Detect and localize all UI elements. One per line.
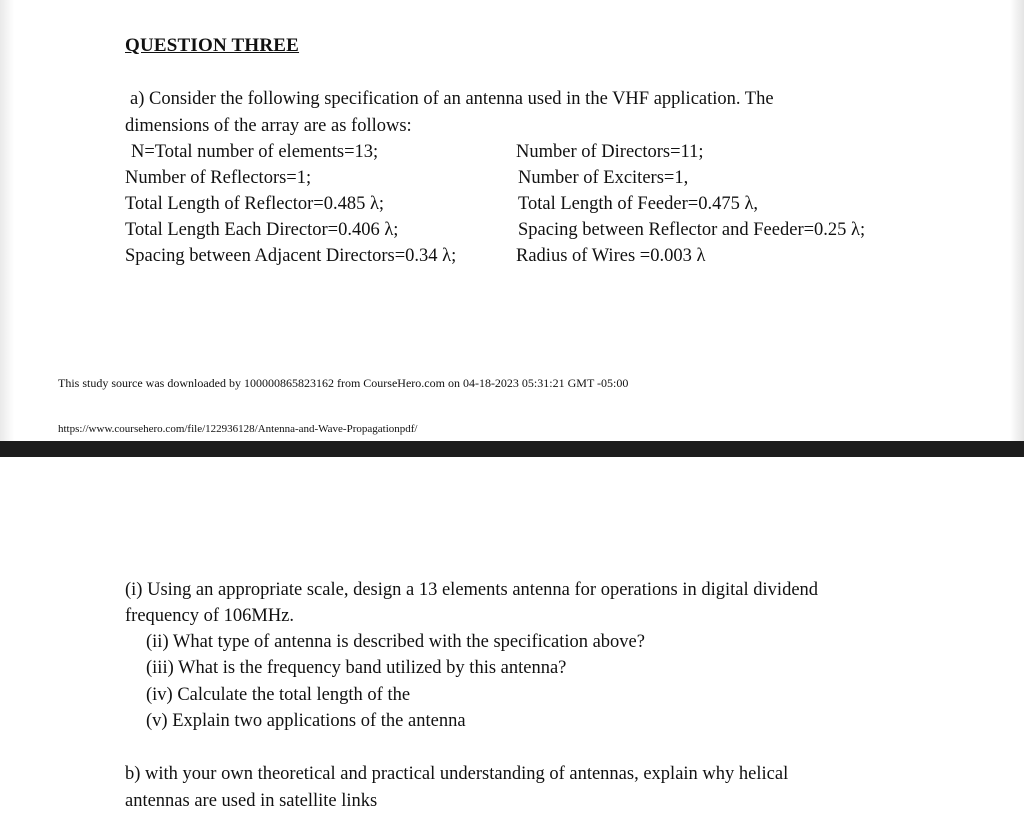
item-ii: (ii) What type of antenna is described with the specification above? — [146, 632, 645, 652]
spec-director-length: Total Length Each Director=0.406 λ; — [125, 220, 399, 240]
spec-director-spacing: Spacing between Adjacent Directors=0.34 λ; — [125, 246, 457, 266]
download-notice: This study source was downloaded by 100000865823162 from CourseHero.com on 04-18-2023 05:31:21 GMT -05:00 — [58, 376, 629, 390]
part-b-line-2: antennas are used in satellite links — [125, 791, 378, 811]
page-edge-shadow-right — [1010, 0, 1024, 441]
spec-reflector-length: Total Length of Reflector=0.485 λ; — [125, 194, 385, 214]
spec-reflector-feeder-spacing: Spacing between Reflector and Feeder=0.25 λ; — [518, 220, 866, 240]
page-divider — [0, 441, 1024, 457]
intro-line-1: a) Consider the following specification of an antenna used in the VHF application. The — [130, 89, 774, 109]
page-edge-shadow-left — [0, 0, 14, 441]
item-i-line-1: (i) Using an appropriate scale, design a 13 elements antenna for operations in digital dividend — [125, 580, 819, 600]
spec-total-elements: N=Total number of elements=13; — [131, 142, 379, 162]
intro-line-2: dimensions of the array are as follows: — [125, 116, 412, 136]
document-page-bottom — [0, 457, 1024, 835]
item-i-line-2: frequency of 106MHz. — [125, 606, 295, 626]
part-b-line-1: b) with your own theoretical and practical understanding of antennas, explain why helical — [125, 764, 789, 784]
item-v: (v) Explain two applications of the antenna — [146, 711, 466, 731]
item-iv: (iv) Calculate the total length of the — [146, 685, 411, 705]
spec-wire-radius: Radius of Wires =0.003 λ — [516, 246, 706, 266]
spec-feeder-length: Total Length of Feeder=0.475 λ, — [518, 194, 759, 214]
question-heading: QUESTION THREE — [125, 35, 300, 56]
item-iii: (iii) What is the frequency band utilized by this antenna? — [146, 658, 567, 678]
spec-reflectors: Number of Reflectors=1; — [125, 168, 312, 188]
spec-exciters: Number of Exciters=1, — [518, 168, 689, 188]
spec-directors: Number of Directors=11; — [516, 142, 704, 162]
source-url[interactable]: https://www.coursehero.com/file/122936128/Antenna-and-Wave-Propagationpdf/ — [58, 423, 418, 435]
